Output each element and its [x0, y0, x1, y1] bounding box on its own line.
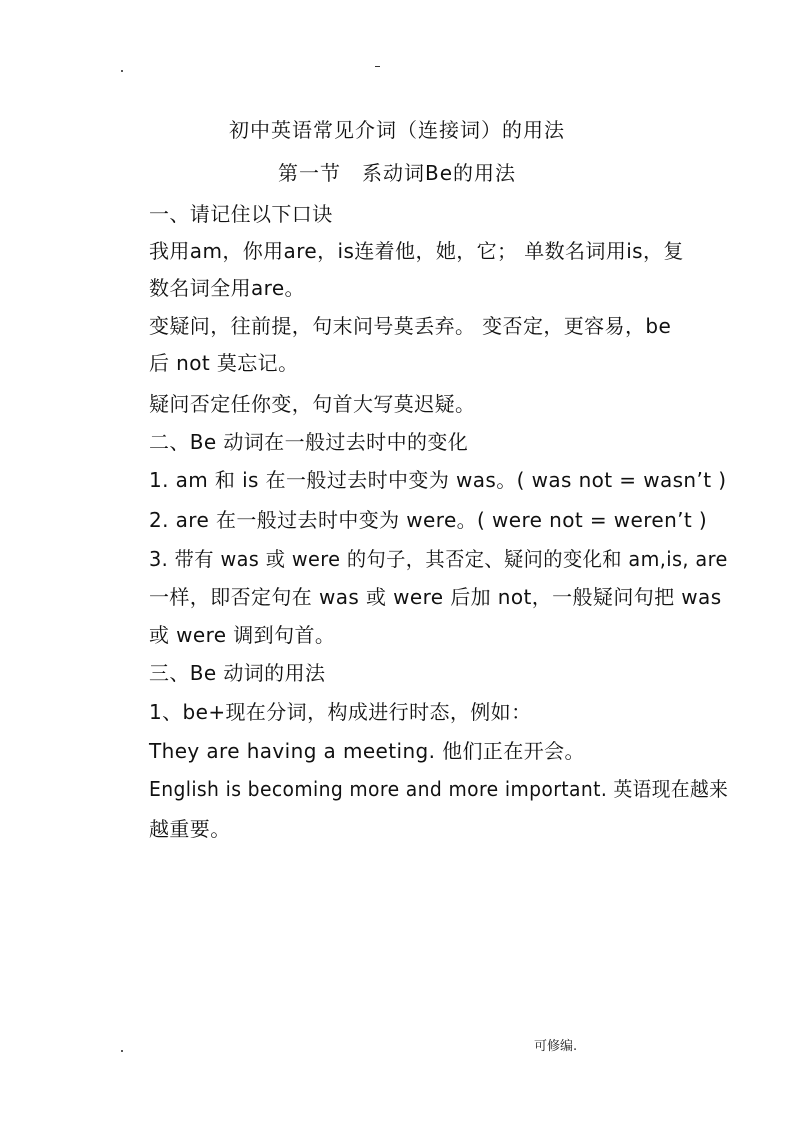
body-line: 疑问否定任你变，句首大写莫迟疑。	[149, 392, 476, 416]
footer-note: 可修编.	[534, 1039, 578, 1054]
header-dot-mark	[121, 70, 123, 72]
section-title: 第一节 系动词Be的用法	[277, 161, 517, 185]
example-sentence: They are having a meeting. 他们正在开会。	[149, 739, 585, 763]
body-line: 一样，即否定句在 was 或 were 后加 not，一般疑问句把 was	[149, 585, 722, 609]
list-item: 1. am 和 is 在一般过去时中变为 was。( was not = wasn’t )	[149, 468, 727, 492]
example-sentence: English is becoming more and more important. 英语现在越来	[149, 777, 729, 801]
list-item: 2. are 在一般过去时中变为 were。( were not = weren’t )	[149, 508, 708, 532]
body-line: 或 were 调到句首。	[149, 623, 336, 647]
heading-mnemonic: 一、请记住以下口诀	[149, 202, 333, 226]
heading-past-tense: 二、Be 动词在一般过去时中的变化	[149, 430, 469, 454]
body-line: 我用am，你用are，is连着他，她，它； 单数名词用is，复	[149, 239, 684, 263]
footer-dot-mark	[121, 1050, 123, 1052]
document-title: 初中英语常见介词（连接词）的用法	[229, 118, 565, 142]
list-item: 1、be+现在分词，构成进行时态，例如：	[149, 700, 532, 724]
heading-usage: 三、Be 动词的用法	[149, 661, 326, 685]
body-line: 后 not 莫忘记。	[149, 351, 299, 375]
example-sentence: 越重要。	[149, 817, 231, 841]
list-item: 3. 带有 was 或 were 的句子，其否定、疑问的变化和 am,is, are	[149, 547, 728, 571]
body-line: 变疑问，往前提，句末问号莫丢弃。 变否定，更容易，be	[149, 314, 672, 338]
header-dash-mark	[375, 66, 380, 67]
body-line: 数名词全用are。	[149, 276, 305, 300]
